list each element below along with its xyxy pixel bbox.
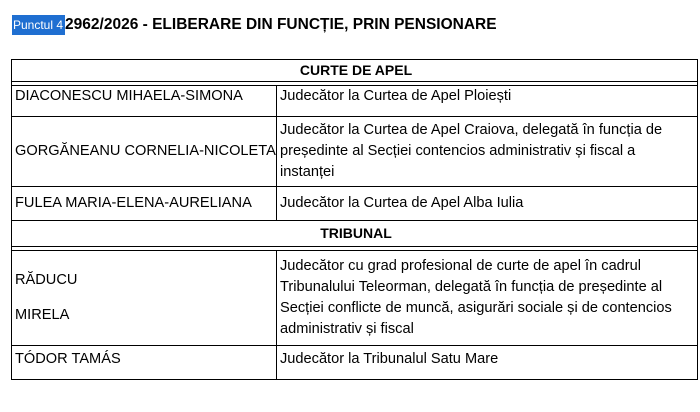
person-name: GORGĂNEANU CORNELIA-NICOLETA (12, 117, 277, 187)
person-role: Judecător la Tribunalul Satu Mare (277, 346, 698, 380)
role-line: președinte al Secției contencios administrativ și fiscal a (280, 143, 636, 159)
table-row (12, 251, 698, 346)
role-line: Judecător la Curtea de Apel Craiova, delegată în funcția de (280, 122, 663, 138)
section-header-row (12, 221, 698, 247)
person-role: Judecător la Curtea de Apel Alba Iulia (277, 187, 698, 221)
item-title: 2962/2026 - ELIBERARE DIN FUNCȚIE, PRIN PENSIONARE (65, 16, 497, 33)
person-name: DIACONESCU MIHAELA-SIMONA (12, 86, 277, 117)
name-line: RĂDUCU (15, 272, 78, 288)
section-title-tribunal: TRIBUNAL (12, 221, 698, 247)
role-line: Secției conflicte de muncă, asigurări sociale și de contencios (280, 300, 672, 316)
table-row (12, 187, 698, 221)
section-header-row (12, 60, 698, 82)
item-heading (12, 14, 497, 36)
role-line: Tribunalului Teleorman, delegată în funcția de președinte al (280, 279, 663, 295)
table-row (12, 117, 698, 187)
role-line: instanței (280, 164, 335, 180)
item-number-highlight: Punctul 4 (12, 15, 65, 35)
person-role (277, 117, 698, 187)
section-title-curte-de-apel: CURTE DE APEL (12, 60, 698, 82)
person-name: FULEA MARIA-ELENA-AURELIANA (12, 187, 277, 221)
table-row (12, 346, 698, 380)
person-role (277, 251, 698, 346)
role-line: Judecător cu grad profesional de curte de apel în cadrul (280, 258, 642, 274)
person-name: TÓDOR TAMÁS (12, 346, 277, 380)
table-row (12, 86, 698, 117)
person-name (12, 251, 277, 346)
role-line: administrativ și fiscal (280, 321, 414, 337)
name-line: MIRELA (15, 307, 70, 323)
person-role: Judecător la Curtea de Apel Ploiești (277, 86, 698, 117)
personnel-table (11, 59, 698, 380)
